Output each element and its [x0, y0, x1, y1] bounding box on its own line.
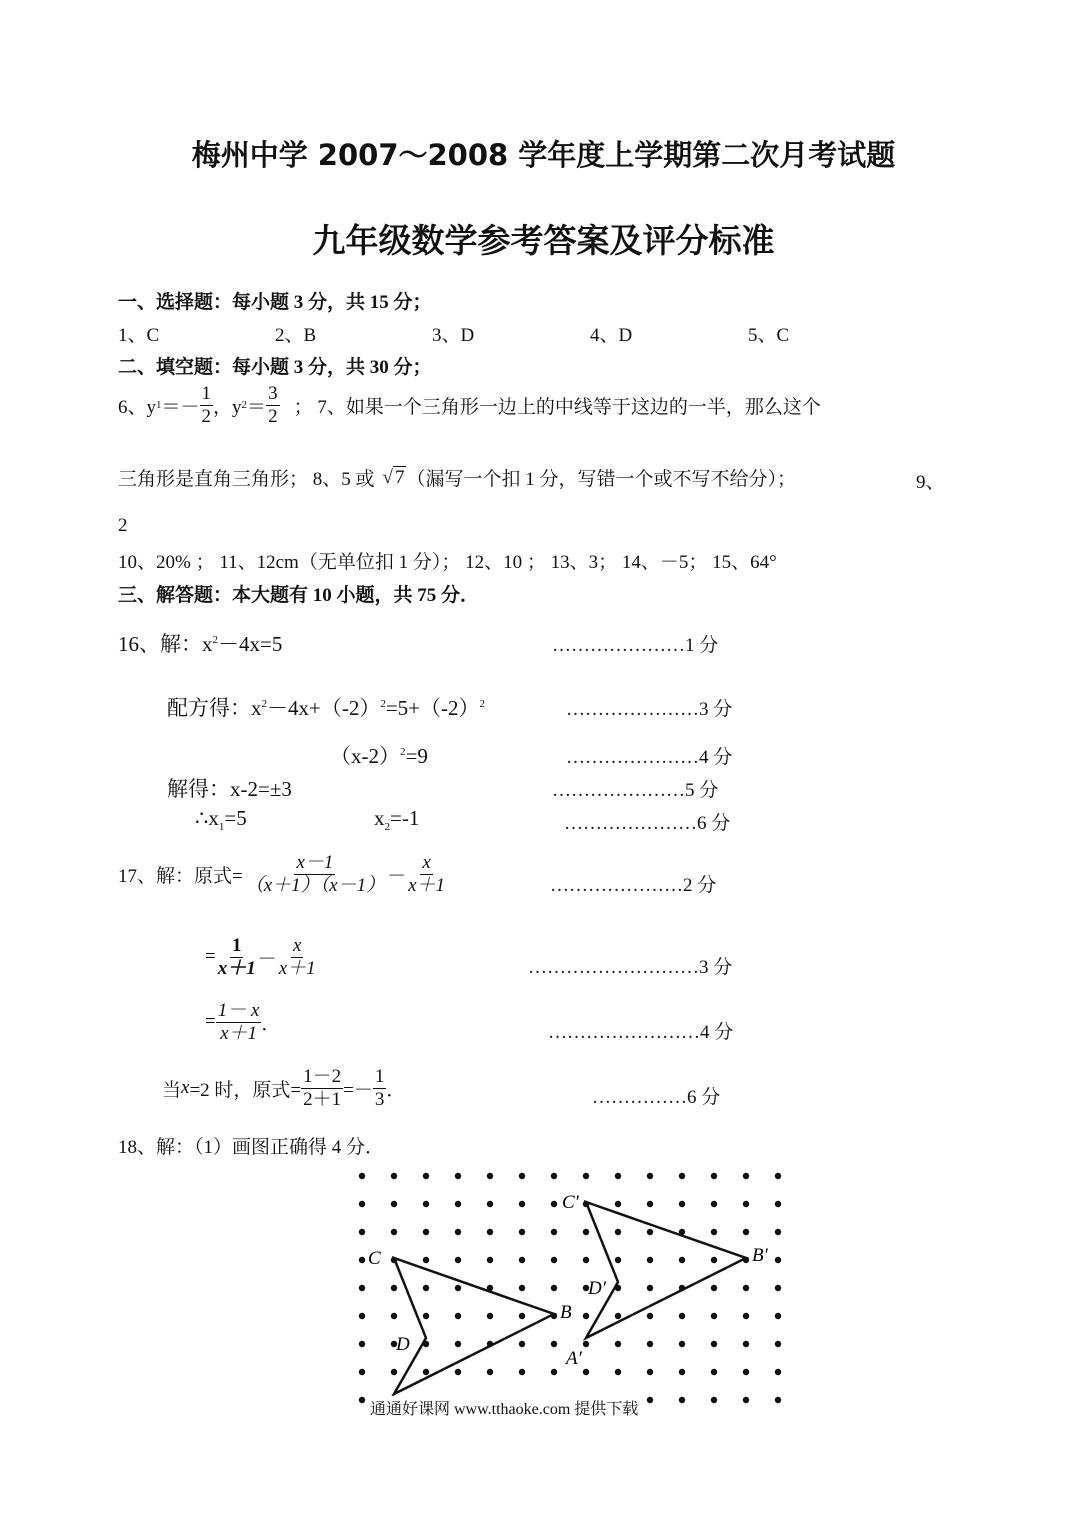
q17-f1-den: （x＋1）（x－1）: [244, 874, 386, 896]
grid-dot: [679, 1341, 685, 1347]
q16-l5d: =-1: [390, 806, 420, 830]
q17-f4-num: x: [293, 935, 302, 956]
grid-dot: [487, 1313, 493, 1319]
grid-dot: [551, 1201, 557, 1207]
q16-score-5: …………………6 分: [564, 813, 731, 834]
q16-score-2: …………………3 分: [566, 699, 733, 720]
grid-dot: [423, 1369, 429, 1375]
q17-fraction-6: [301, 1066, 343, 1111]
q6-frac2-num: 3: [268, 383, 278, 404]
grid-dot: [743, 1173, 749, 1179]
q18-line: 18、解：（1）画图正确得 4 分．: [118, 1137, 385, 1158]
grid-dot: [487, 1201, 493, 1207]
q17-when-a: 当: [162, 1079, 182, 1101]
label-B-prime: B′: [752, 1245, 768, 1266]
q16-score-3: …………………4 分: [566, 747, 733, 768]
q6-frac1-num: 1: [201, 383, 212, 404]
q6-frac2-den: 2: [268, 405, 278, 427]
q16-line2: [167, 692, 485, 722]
grid-dot: [391, 1285, 397, 1291]
grid-dot: [775, 1341, 781, 1347]
answer-3: 3、D: [432, 325, 475, 346]
q6-prefix: 6、y: [118, 396, 157, 418]
grid-dot: [423, 1257, 429, 1263]
grid-dot: [583, 1341, 589, 1347]
q17-f6-den: 2＋1: [303, 1088, 342, 1110]
grid-dot: [615, 1369, 621, 1375]
grid-dot: [455, 1285, 461, 1291]
grid-dot: [519, 1285, 525, 1291]
section3-heading: 三、解答题：本大题有 10 小题，共 75 分．: [118, 585, 480, 606]
label-C-prime: C′: [562, 1192, 579, 1213]
q9-label: 9、: [916, 472, 945, 493]
grid-dot: [423, 1201, 429, 1207]
q17-score-2: ………………………3 分: [528, 957, 733, 978]
grid-dot: [455, 1369, 461, 1375]
q6-frac1-den: 2: [201, 405, 212, 427]
grid-dot: [423, 1229, 429, 1235]
q17-label: 17、解：原式=: [118, 865, 243, 887]
grid-dot: [711, 1341, 717, 1347]
q17-score-3: ……………………4 分: [548, 1022, 734, 1043]
q6-sub2: 2: [241, 399, 248, 412]
grid-dot: [743, 1341, 749, 1347]
q6-eq1: ＝－: [161, 396, 200, 418]
grid-dot: [711, 1201, 717, 1207]
q16-line4: 解得：x-2=±3: [167, 777, 292, 801]
q17-fraction-7: [373, 1066, 387, 1111]
q17-f2-num: x: [422, 852, 431, 873]
grid-dot: [775, 1257, 781, 1263]
q17-score-1: …………………2 分: [550, 875, 717, 896]
grid-dot: [679, 1313, 685, 1319]
grid-dot: [743, 1285, 749, 1291]
grid-dot: [359, 1397, 365, 1403]
q17-dot-2: ．: [386, 1079, 406, 1101]
grid-dot: [743, 1397, 749, 1403]
grid-dot: [743, 1313, 749, 1319]
sqrt-radicand: 7: [394, 466, 405, 488]
grid-dot: [647, 1397, 653, 1403]
grid-dot: [647, 1257, 653, 1263]
figure-rotated-quadrilateral: [586, 1202, 746, 1338]
grid-dot: [359, 1341, 365, 1347]
grid-dot: [519, 1229, 525, 1235]
q16-l5c: x: [374, 806, 385, 830]
q17-f3-den: x＋1: [217, 957, 256, 979]
label-B: B: [560, 1302, 572, 1323]
q16-score-4: …………………5 分: [552, 780, 719, 801]
answer-2: 2、B: [275, 325, 317, 346]
grid-dot: [679, 1369, 685, 1375]
grid-dot: [711, 1257, 717, 1263]
grid-dot: [359, 1313, 365, 1319]
answer-4: 4、D: [590, 325, 633, 346]
q6-fraction-2: [266, 383, 280, 428]
grid-dot: [711, 1285, 717, 1291]
grid-dot: [359, 1201, 365, 1207]
grid-dot: [487, 1369, 493, 1375]
grid-dot: [455, 1313, 461, 1319]
grid-dot: [615, 1257, 621, 1263]
q17-fraction-3: [216, 935, 258, 980]
q17-f1-num: x－1: [296, 852, 334, 873]
q17-fraction-4: [277, 935, 318, 980]
grid-dot: [711, 1397, 717, 1403]
grid-dot: [455, 1257, 461, 1263]
grid-dot: [487, 1229, 493, 1235]
grid-dot: [615, 1229, 621, 1235]
q17-fraction-5: [216, 1000, 262, 1045]
grid-dot: [775, 1285, 781, 1291]
section1-heading: 一、选择题：每小题 3 分，共 15 分；: [118, 292, 432, 313]
grid-dot: [359, 1173, 365, 1179]
grid-dot: [423, 1313, 429, 1319]
page-title: 梅州中学 2007～2008 学年度上学期第二次月考试题: [191, 138, 896, 172]
q16-l2b: －4x+（-2）: [267, 696, 381, 720]
grid-dot: [423, 1285, 429, 1291]
grid-dot: [519, 1313, 525, 1319]
grid-dot: [711, 1313, 717, 1319]
grid-dot: [359, 1257, 365, 1263]
label-D-prime: D′: [588, 1278, 606, 1299]
grid-dot: [391, 1229, 397, 1235]
grid-dot: [391, 1201, 397, 1207]
q6-mid: ，y: [213, 396, 242, 418]
grid-dot: [647, 1313, 653, 1319]
grid-dot: [359, 1229, 365, 1235]
grid-dot: [711, 1369, 717, 1375]
grid-dot: [583, 1313, 589, 1319]
q16-sub-1: 1: [218, 821, 225, 834]
grid-dot: [583, 1173, 589, 1179]
q17-minus-2: －: [257, 948, 277, 970]
grid-dot: [583, 1229, 589, 1235]
figure-original-quadrilateral: [394, 1258, 554, 1394]
grid-dot: [679, 1397, 685, 1403]
grid-dot: [679, 1257, 685, 1263]
grid-dot: [615, 1341, 621, 1347]
grid-dot: [487, 1173, 493, 1179]
q16-l5b: =5: [224, 806, 247, 830]
q17-eq-1: =: [205, 946, 216, 968]
grid-dot: [455, 1341, 461, 1347]
grid-dot: [551, 1369, 557, 1375]
grid-dot: [583, 1369, 589, 1375]
grid-dot: [647, 1369, 653, 1375]
q7-text: ； 7、如果一个三角形一边上的中线等于这边的一半，那么这个: [293, 396, 821, 418]
q16-sub-2: 2: [384, 821, 390, 834]
q16-l5a: ∴x: [195, 806, 219, 830]
q17-eq-neg: =－: [343, 1079, 373, 1101]
q17-f6-num: 1－2: [303, 1066, 342, 1087]
answer-1: 1、C: [118, 325, 160, 346]
q16-sup-e: 2: [400, 746, 406, 758]
grid-dot: [487, 1257, 493, 1263]
q17-line3: [205, 1000, 280, 1045]
q16-l1a: 16、解：x: [118, 632, 213, 656]
grid-dot: [391, 1173, 397, 1179]
grid-dot: [583, 1257, 589, 1263]
q16-sup-a: 2: [212, 634, 218, 646]
q17-line4: [162, 1066, 405, 1111]
q17-f5-den: x＋1: [220, 1022, 258, 1044]
grid-dot: [775, 1397, 781, 1403]
grid-dot: [647, 1201, 653, 1207]
q17-f4-den: x＋1: [278, 957, 316, 979]
grid-dot: [647, 1341, 653, 1347]
q17-f7-num: 1: [374, 1066, 385, 1087]
q17-f3-num: 1: [231, 935, 242, 956]
grid-dot: [359, 1285, 365, 1291]
dot-grid-figure: [340, 1160, 800, 1430]
grid-dot: [775, 1313, 781, 1319]
q17-line1: [118, 852, 447, 897]
grid-dot: [679, 1201, 685, 1207]
q6-q7-line: [118, 383, 821, 428]
q16-l2c: =5+（-2）: [385, 696, 480, 720]
q6-sub1: 1: [156, 399, 162, 412]
grid-dot: [711, 1173, 717, 1179]
q9-answer: 2: [118, 515, 128, 536]
q16-line5a: [195, 806, 247, 833]
q17-f5-num: 1－ x: [217, 1000, 260, 1021]
q6-eq2: ＝: [247, 396, 267, 418]
q16-l3b: =9: [405, 744, 428, 768]
grid-dot: [775, 1369, 781, 1375]
page-subtitle: 九年级数学参考答案及评分标准: [312, 221, 775, 260]
grid-dot: [551, 1285, 557, 1291]
q10-q15-line: 10、20% ； 11、12cm（无单位扣 1 分）； 12、10 ； 13、3； 14、－5； 15、64°: [118, 552, 777, 573]
label-C: C: [368, 1248, 381, 1269]
q16-sup-b: 2: [261, 698, 267, 710]
grid-dot: [359, 1369, 365, 1375]
q16-l2a: 配方得：x: [167, 696, 262, 720]
q6-fraction-1: [200, 383, 214, 428]
grid-dot: [647, 1229, 653, 1235]
grid-dot: [615, 1201, 621, 1207]
sqrt-symbol: √ 7: [382, 466, 405, 488]
label-D: D: [396, 1334, 410, 1355]
grid-dot: [519, 1173, 525, 1179]
grid-dot: [455, 1173, 461, 1179]
grid-dot: [679, 1173, 685, 1179]
q17-fraction-1: [243, 852, 387, 897]
grid-dot: [743, 1201, 749, 1207]
q16-l1b: －4x=5: [218, 632, 283, 656]
section2-heading: 二、填空题：每小题 3 分，共 30 分；: [118, 357, 432, 378]
q16-sup-d: 2: [479, 698, 486, 710]
grid-dot: [551, 1341, 557, 1347]
q17-line2: [205, 935, 318, 980]
grid-dot: [647, 1285, 653, 1291]
grid-dot: [519, 1257, 525, 1263]
grid-dot: [551, 1173, 557, 1179]
grid-dot: [391, 1313, 397, 1319]
grid-dot: [551, 1257, 557, 1263]
answer-5: 5、C: [748, 325, 790, 346]
grid-dot: [615, 1173, 621, 1179]
q8-line: [118, 464, 796, 491]
q17-eq-2: =: [205, 1011, 216, 1033]
q17-minus: －: [387, 865, 407, 887]
dot-grid-svg: [340, 1160, 800, 1430]
grid-dot: [775, 1229, 781, 1235]
q17-when-b: =2 时，原式=: [189, 1079, 302, 1101]
q17-fraction-2: [406, 852, 447, 897]
grid-dot: [711, 1229, 717, 1235]
grid-dot: [519, 1341, 525, 1347]
q16-line3: [330, 740, 428, 770]
grid-dot: [519, 1369, 525, 1375]
q8-text-b: （漏写一个扣 1 分，写错一个或不写不给分）；: [406, 469, 796, 490]
grid-dot: [743, 1229, 749, 1235]
grid-dot: [775, 1173, 781, 1179]
q17-dot: ．: [261, 1013, 281, 1035]
q17-when-x: x: [181, 1077, 190, 1099]
grid-dot: [519, 1201, 525, 1207]
grid-dot: [647, 1173, 653, 1179]
grid-dot: [775, 1201, 781, 1207]
grid-dot: [455, 1201, 461, 1207]
footer-watermark: 通通好课网 www.tthaoke.com 提供下载: [368, 1396, 640, 1419]
q17-f7-den: 3: [374, 1088, 385, 1110]
grid-dot: [551, 1229, 557, 1235]
grid-dot: [391, 1369, 397, 1375]
q16-score-1: …………………1 分: [552, 635, 719, 656]
grid-dot: [743, 1369, 749, 1375]
q16-line5b: [374, 806, 419, 833]
grid-dot: [423, 1173, 429, 1179]
q16-line1: [118, 628, 282, 658]
grid-dot: [455, 1229, 461, 1235]
q17-f2-den: x＋1: [408, 874, 446, 896]
q17-score-4: ……………6 分: [592, 1087, 721, 1108]
label-A-prime: A′: [566, 1348, 582, 1369]
q16-l3a: （x-2）: [330, 744, 400, 768]
q8-text-a: 三角形是直角三角形； 8、5 或: [118, 469, 375, 490]
grid-dot: [615, 1313, 621, 1319]
q16-sup-c: 2: [380, 698, 386, 710]
